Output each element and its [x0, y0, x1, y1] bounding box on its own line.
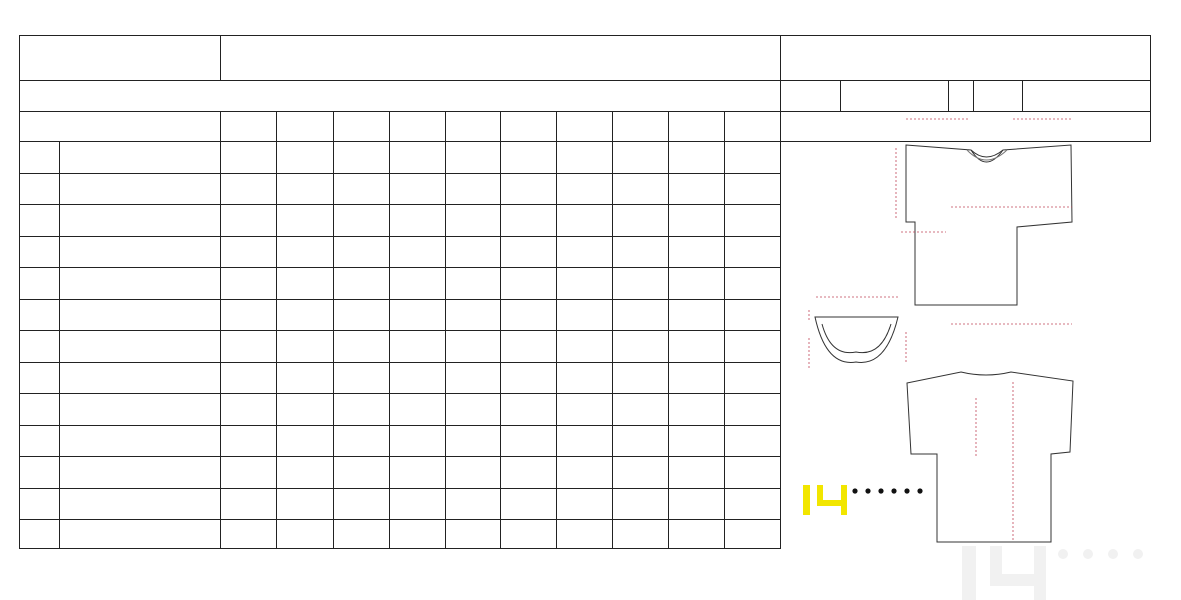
- measure-value: [669, 142, 725, 174]
- measure-value: [333, 425, 389, 457]
- measure-value: [333, 457, 389, 489]
- measure-value: [613, 362, 669, 394]
- measure-value: [333, 394, 389, 426]
- measure-value: [389, 142, 445, 174]
- measure-value: [669, 299, 725, 331]
- measure-value: [220, 425, 276, 457]
- measure-value: [389, 394, 445, 426]
- measure-name: [59, 457, 220, 489]
- blank-cell: [333, 520, 389, 549]
- size-header: [389, 112, 445, 142]
- measure-value: [445, 268, 501, 300]
- measure-value: [276, 268, 333, 300]
- measure-value: [557, 299, 613, 331]
- measure-name: [59, 268, 220, 300]
- measure-value: [557, 268, 613, 300]
- measure-value: [501, 488, 557, 520]
- measure-value: [725, 299, 781, 331]
- blank-cell: [613, 520, 669, 549]
- measure-value: [276, 205, 333, 237]
- measure-value: [220, 457, 276, 489]
- 14sport-logo: [801, 483, 941, 519]
- measure-value: [669, 394, 725, 426]
- measure-value: [276, 488, 333, 520]
- size-chart-sheet: [19, 35, 1151, 549]
- brand-name: [20, 36, 221, 81]
- measure-value: [725, 268, 781, 300]
- measure-value: [276, 299, 333, 331]
- measure-value: [613, 236, 669, 268]
- measure-value: [557, 236, 613, 268]
- measure-value: [445, 425, 501, 457]
- measure-name: [59, 142, 220, 174]
- measure-value: [669, 362, 725, 394]
- measure-value: [557, 205, 613, 237]
- size-header: [445, 112, 501, 142]
- section-label: [20, 112, 221, 142]
- measure-value: [501, 142, 557, 174]
- measure-value: [445, 236, 501, 268]
- measure-value: [613, 425, 669, 457]
- measure-value: [445, 205, 501, 237]
- measure-code: [20, 331, 60, 363]
- blank-date-cell: [781, 81, 841, 112]
- measure-value: [220, 205, 276, 237]
- measure-value: [220, 142, 276, 174]
- measure-name: [59, 425, 220, 457]
- blank-date-gap: [949, 81, 974, 112]
- measure-code: [20, 425, 60, 457]
- measure-value: [501, 457, 557, 489]
- size-header: [501, 112, 557, 142]
- blank-cell: [557, 520, 613, 549]
- front-view-shirt: [906, 145, 1072, 305]
- blank-cell: [276, 520, 333, 549]
- measure-name: [59, 299, 220, 331]
- measure-name: [59, 362, 220, 394]
- measure-value: [669, 205, 725, 237]
- measure-value: [725, 362, 781, 394]
- measure-value: [333, 236, 389, 268]
- blank-cell: [220, 520, 276, 549]
- measure-value: [613, 268, 669, 300]
- measure-value: [220, 236, 276, 268]
- measure-value: [613, 173, 669, 205]
- measure-value: [669, 488, 725, 520]
- measure-value: [333, 488, 389, 520]
- measure-value: [501, 331, 557, 363]
- measure-value: [389, 457, 445, 489]
- measure-value: [220, 331, 276, 363]
- measure-code: [20, 488, 60, 520]
- print-date: [1022, 81, 1150, 112]
- measure-value: [276, 425, 333, 457]
- measure-value: [557, 362, 613, 394]
- measure-value: [669, 268, 725, 300]
- size-chart-table: [19, 35, 1151, 549]
- measure-value: [669, 236, 725, 268]
- measure-value: [613, 299, 669, 331]
- measure-code: [20, 236, 60, 268]
- measure-value: [669, 425, 725, 457]
- measure-value: [276, 457, 333, 489]
- measure-value: [220, 362, 276, 394]
- collar-view: [815, 317, 898, 362]
- size-header: [669, 112, 725, 142]
- measure-code: [20, 394, 60, 426]
- tshirt-diagram-cell: [781, 112, 1151, 142]
- measure-value: [333, 331, 389, 363]
- blank-cell: [389, 520, 445, 549]
- measure-value: [613, 331, 669, 363]
- measure-code: [20, 362, 60, 394]
- blank-subheader: [20, 81, 781, 112]
- measure-value: [389, 299, 445, 331]
- blank-cell: [445, 520, 501, 549]
- measure-value: [613, 142, 669, 174]
- measure-value: [725, 457, 781, 489]
- measure-code: [20, 142, 60, 174]
- watermark-logo: [958, 540, 1173, 600]
- measure-value: [501, 268, 557, 300]
- measure-value: [276, 236, 333, 268]
- measure-name: [59, 331, 220, 363]
- measure-value: [220, 299, 276, 331]
- measure-value: [389, 488, 445, 520]
- measure-value: [725, 394, 781, 426]
- measure-value: [501, 299, 557, 331]
- measure-name: [59, 205, 220, 237]
- measure-value: [501, 425, 557, 457]
- measure-value: [445, 457, 501, 489]
- measure-name: [59, 173, 220, 205]
- measure-value: [669, 457, 725, 489]
- measure-value: [501, 362, 557, 394]
- measure-value: [725, 488, 781, 520]
- size-header: [276, 112, 333, 142]
- dimension-lines: [809, 119, 1072, 542]
- measure-value: [557, 425, 613, 457]
- measure-value: [445, 488, 501, 520]
- size-header: [557, 112, 613, 142]
- measure-value: [725, 331, 781, 363]
- measure-value: [445, 331, 501, 363]
- blank-cell: [20, 520, 60, 549]
- size-header-row: [20, 112, 1151, 142]
- measure-code: [20, 268, 60, 300]
- measure-name: [59, 394, 220, 426]
- measure-value: [389, 425, 445, 457]
- measure-value: [557, 457, 613, 489]
- measure-code: [20, 173, 60, 205]
- measure-value: [333, 173, 389, 205]
- blank-cell: [501, 520, 557, 549]
- model-name: [781, 36, 1151, 81]
- measure-value: [220, 173, 276, 205]
- measure-value: [333, 299, 389, 331]
- measure-value: [445, 299, 501, 331]
- size-header: [613, 112, 669, 142]
- measure-value: [613, 488, 669, 520]
- size-header: [333, 112, 389, 142]
- measure-value: [445, 394, 501, 426]
- size-header: [220, 112, 276, 142]
- measure-value: [725, 425, 781, 457]
- measure-value: [445, 173, 501, 205]
- measure-value: [557, 142, 613, 174]
- measure-value: [333, 205, 389, 237]
- measure-value: [613, 205, 669, 237]
- measure-value: [725, 236, 781, 268]
- measure-value: [557, 173, 613, 205]
- measure-value: [725, 142, 781, 174]
- measure-value: [276, 173, 333, 205]
- measure-name: [59, 488, 220, 520]
- measure-value: [333, 268, 389, 300]
- blank-cell: [725, 520, 781, 549]
- print-date-label: [973, 81, 1022, 112]
- measure-value: [389, 268, 445, 300]
- measure-value: [389, 236, 445, 268]
- blank-cell: [59, 520, 220, 549]
- measure-value: [445, 362, 501, 394]
- measure-value: [501, 236, 557, 268]
- measure-value: [389, 205, 445, 237]
- measure-value: [389, 331, 445, 363]
- measure-value: [557, 488, 613, 520]
- measure-value: [445, 142, 501, 174]
- blank-cell: [669, 520, 725, 549]
- logo-number-14: [803, 485, 847, 515]
- logo-dots: [852, 488, 922, 493]
- measure-value: [333, 142, 389, 174]
- measure-value: [276, 394, 333, 426]
- measure-value: [501, 173, 557, 205]
- measure-value: [557, 394, 613, 426]
- measure-value: [613, 457, 669, 489]
- measure-value: [333, 362, 389, 394]
- measure-value: [725, 205, 781, 237]
- measure-value: [220, 394, 276, 426]
- measure-value: [501, 394, 557, 426]
- measure-value: [725, 173, 781, 205]
- measure-value: [557, 331, 613, 363]
- measure-code: [20, 299, 60, 331]
- measure-value: [220, 488, 276, 520]
- measure-value: [669, 173, 725, 205]
- measure-value: [669, 331, 725, 363]
- measure-value: [276, 142, 333, 174]
- created-date: [841, 81, 949, 112]
- measure-value: [389, 362, 445, 394]
- measure-code: [20, 457, 60, 489]
- product-line: [220, 36, 780, 81]
- measure-name: [59, 236, 220, 268]
- measure-value: [220, 268, 276, 300]
- measure-code: [20, 205, 60, 237]
- measure-value: [613, 394, 669, 426]
- measure-value: [389, 173, 445, 205]
- measure-value: [276, 362, 333, 394]
- measure-value: [501, 205, 557, 237]
- measure-value: [276, 331, 333, 363]
- size-header: [725, 112, 781, 142]
